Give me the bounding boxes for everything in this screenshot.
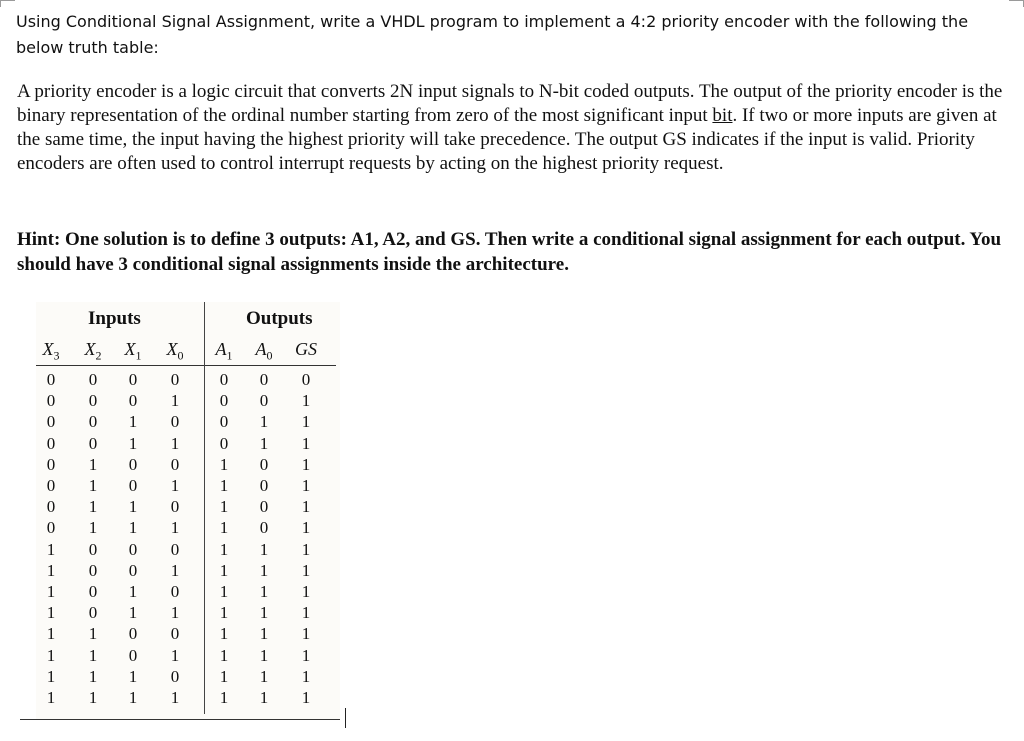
- table-row: [36, 646, 340, 667]
- table-cell: 1: [301, 497, 311, 517]
- table-cell: 0: [88, 539, 98, 559]
- column-header-subscript: 1: [135, 348, 142, 363]
- table-cell: 1: [301, 603, 311, 623]
- header-rule: [36, 365, 336, 366]
- table-cell: 0: [128, 560, 138, 580]
- table-cell: 0: [170, 624, 180, 644]
- table-cell: 0: [128, 645, 138, 665]
- table-cell: 1: [301, 666, 311, 686]
- table-cell: 1: [128, 666, 138, 686]
- table-cell: 0: [128, 476, 138, 495]
- table-row: [36, 624, 340, 645]
- table-cell: 0: [219, 433, 229, 453]
- table-cell: 0: [46, 391, 56, 411]
- table-cell: 1: [301, 476, 311, 495]
- page-corner-right: [1009, 0, 1024, 7]
- table-cell: 1: [259, 433, 269, 453]
- column-header: [160, 339, 190, 364]
- table-cell: 0: [259, 476, 269, 495]
- table-row: [36, 603, 340, 624]
- table-cell: 0: [128, 391, 138, 411]
- table-cell: 1: [46, 688, 56, 707]
- table-cell: 1: [88, 454, 98, 474]
- table-row: [36, 412, 340, 433]
- table-cell: 0: [259, 518, 269, 538]
- table-cell: 0: [46, 518, 56, 538]
- table-cell: 0: [88, 603, 98, 623]
- table-cell: 1: [301, 454, 311, 474]
- column-header-subscript: 0: [177, 348, 184, 363]
- column-header-base: A: [255, 339, 267, 359]
- table-cell: 1: [259, 603, 269, 623]
- column-header-subscript: 0: [266, 348, 273, 363]
- question-description: [17, 80, 1017, 176]
- table-cell: 1: [301, 391, 311, 411]
- table-cell: 1: [219, 688, 229, 707]
- table-cell: 1: [259, 560, 269, 580]
- table-cell: 1: [170, 688, 180, 707]
- table-cell: 1: [46, 666, 56, 686]
- description-underlined-word: bit: [712, 105, 733, 126]
- table-cell: 1: [46, 560, 56, 580]
- table-cell: 1: [301, 433, 311, 453]
- table-cell: 1: [128, 688, 138, 707]
- column-header-subscript: 1: [226, 348, 233, 363]
- outputs-header: Outputs: [246, 308, 313, 329]
- page-corner-left: [0, 0, 15, 7]
- table-cell: 1: [46, 582, 56, 601]
- table-cell: 1: [128, 497, 138, 517]
- table-cell: 1: [88, 666, 98, 686]
- table-cell: 1: [46, 539, 56, 559]
- table-cell: 1: [301, 412, 311, 432]
- table-cell: 1: [46, 645, 56, 665]
- table-cell: 1: [301, 560, 311, 580]
- description-text-end: . If two or more inputs are given at the same time, the input having the highest priority will take precedence. The output GS indicates if the input is valid. Priority encoders are often used to control interrupt requests by acting on the highest priority request.: [17, 105, 997, 174]
- table-cell: 1: [88, 518, 98, 538]
- table-cell: 1: [170, 433, 180, 453]
- column-header: [249, 339, 279, 364]
- table-cell: 1: [219, 603, 229, 623]
- table-row: [36, 434, 340, 455]
- table-cell: 0: [170, 539, 180, 559]
- table-cell: 0: [259, 391, 269, 411]
- table-cell: 0: [46, 412, 56, 432]
- table-cell: 1: [88, 688, 98, 707]
- table-cell: 0: [128, 624, 138, 644]
- table-row: [36, 391, 340, 412]
- column-header-base: X: [166, 339, 178, 359]
- column-header: [78, 339, 108, 364]
- table-cell: 0: [170, 370, 180, 389]
- table-row: [36, 518, 340, 539]
- table-cell: 1: [128, 603, 138, 623]
- table-cell: 1: [301, 645, 311, 665]
- table-cell: 0: [219, 391, 229, 411]
- table-cell: 1: [259, 688, 269, 707]
- table-cell: 0: [128, 454, 138, 474]
- table-cell: 1: [259, 645, 269, 665]
- table-cell: 0: [128, 539, 138, 559]
- table-row: [36, 667, 340, 688]
- column-header-base: GS: [295, 339, 317, 359]
- table-cell: 1: [128, 433, 138, 453]
- column-header: [118, 339, 148, 364]
- table-cell: 1: [219, 454, 229, 474]
- table-cell: 0: [128, 370, 138, 389]
- description-text-start: A priority encoder is a logic circuit that converts 2N input signals to N-bit coded outputs. The output of the priority encoder is the binary representation of the ordinal number starting from zero of the most significant input: [17, 81, 1003, 126]
- table-row: [36, 688, 340, 709]
- table-cell: 0: [170, 666, 180, 686]
- table-cell: 0: [46, 370, 56, 389]
- table-cell: 0: [219, 370, 229, 389]
- table-cell: 0: [88, 433, 98, 453]
- column-header-subscript: 3: [53, 348, 60, 363]
- table-cell: 1: [170, 560, 180, 580]
- column-header-subscript: 2: [95, 348, 102, 363]
- table-row: [36, 582, 340, 603]
- table-cell: 1: [301, 518, 311, 538]
- table-row: [36, 540, 340, 561]
- table-cell: 0: [170, 454, 180, 474]
- table-cell: 0: [88, 370, 98, 389]
- table-cell: 1: [219, 476, 229, 495]
- table-cell: 1: [170, 518, 180, 538]
- table-cell: 1: [219, 497, 229, 517]
- column-header-base: X: [42, 339, 54, 359]
- table-cell: 1: [88, 645, 98, 665]
- question-title: Using Conditional Signal Assignment, write a VHDL program to implement a 4:2 priority encoder with the following the below truth table:: [16, 12, 969, 57]
- table-cell: 0: [46, 476, 56, 495]
- table-cell: 1: [170, 476, 180, 495]
- table-cell: 0: [46, 497, 56, 517]
- column-header-base: X: [124, 339, 136, 359]
- table-cell: 1: [128, 518, 138, 538]
- table-cell: 1: [170, 603, 180, 623]
- table-cell: 1: [88, 624, 98, 644]
- table-cell: 1: [259, 624, 269, 644]
- table-cell: 0: [301, 370, 311, 389]
- table-cell: 1: [259, 539, 269, 559]
- table-cell: 1: [301, 539, 311, 559]
- table-cell: 0: [219, 412, 229, 432]
- table-cell: 0: [46, 454, 56, 474]
- table-cell: 1: [88, 497, 98, 517]
- text-cursor: [345, 708, 346, 728]
- table-cell: 1: [219, 582, 229, 601]
- table-cell: 1: [219, 624, 229, 644]
- table-cell: 0: [88, 560, 98, 580]
- table-cell: 1: [301, 688, 311, 707]
- table-cell: 0: [88, 391, 98, 411]
- table-cell: 0: [88, 582, 98, 601]
- table-cell: 0: [88, 412, 98, 432]
- table-cell: 0: [259, 370, 269, 389]
- table-row: [36, 476, 340, 497]
- column-header-base: X: [84, 339, 96, 359]
- table-cell: 1: [259, 666, 269, 686]
- table-cell: 1: [170, 391, 180, 411]
- table-row: [36, 455, 340, 476]
- table-cell: 0: [46, 433, 56, 453]
- column-header: [291, 339, 321, 364]
- column-header: [36, 339, 66, 364]
- column-header-base: A: [215, 339, 227, 359]
- table-cell: 1: [301, 624, 311, 644]
- table-cell: 1: [219, 666, 229, 686]
- answer-underline: [20, 719, 340, 720]
- table-cell: 1: [46, 603, 56, 623]
- table-cell: 1: [301, 582, 311, 601]
- table-cell: 1: [46, 624, 56, 644]
- table-cell: 1: [219, 518, 229, 538]
- truth-table: [36, 302, 340, 720]
- table-cell: 1: [259, 582, 269, 601]
- table-cell: 1: [88, 476, 98, 495]
- table-cell: 0: [259, 454, 269, 474]
- table-cell: 1: [219, 560, 229, 580]
- table-row: [36, 497, 340, 518]
- table-cell: 1: [219, 539, 229, 559]
- inputs-header: Inputs: [88, 308, 141, 329]
- table-cell: 0: [259, 497, 269, 517]
- table-cell: 1: [219, 645, 229, 665]
- column-header: [209, 339, 239, 364]
- table-cell: 1: [259, 412, 269, 432]
- table-cell: 0: [170, 497, 180, 517]
- table-cell: 0: [170, 582, 180, 601]
- question-hint: Hint: One solution is to define 3 outputs: A1, A2, and GS. Then write a conditional signal assignment for each output. You should have 3 conditional signal assignments inside the architecture.: [17, 229, 1002, 275]
- table-cell: 1: [170, 645, 180, 665]
- table-cell: 1: [128, 412, 138, 432]
- table-row: [36, 370, 340, 391]
- table-cell: 0: [170, 412, 180, 432]
- table-cell: 1: [128, 582, 138, 601]
- table-row: [36, 561, 340, 582]
